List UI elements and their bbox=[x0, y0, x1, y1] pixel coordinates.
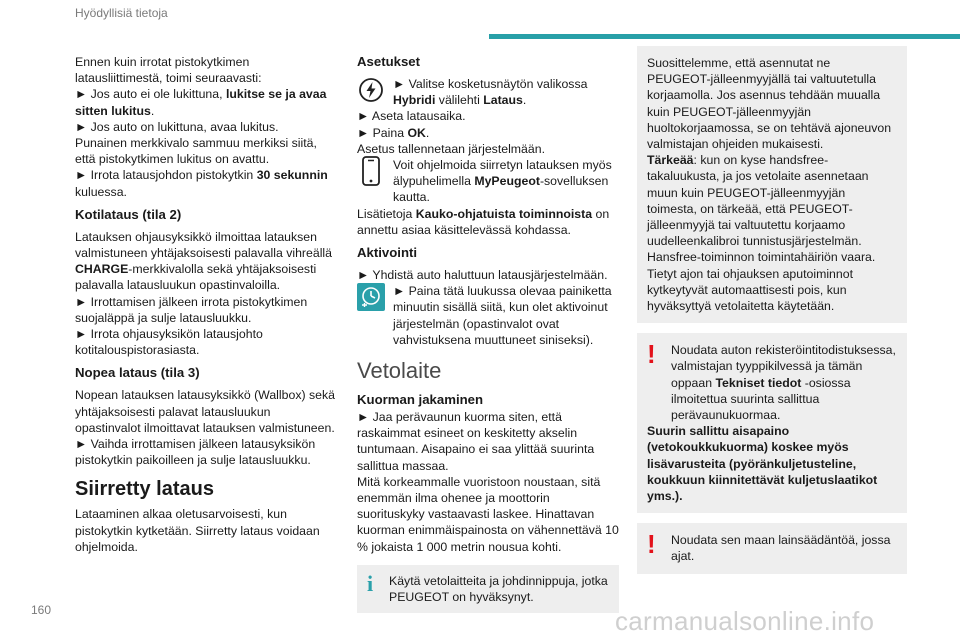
text: ► Jos auto ei ole lukittuna, bbox=[75, 87, 226, 102]
text: kuluessa. bbox=[75, 184, 127, 199]
page-header-title: Hyödyllisiä tietoja bbox=[75, 6, 168, 20]
text: on annettu asiaa käsittelevässä kohdassa. bbox=[357, 206, 610, 237]
paragraph: ► Vaihda irrottamisen jälkeen latausyksikön pistokytkin paikoilleen ja sulje latausluukku. bbox=[75, 437, 316, 468]
smartphone-icon bbox=[357, 157, 385, 185]
heading-aktivointi: Aktivointi bbox=[357, 245, 418, 261]
text: ► Valitse kosketusnäytön valikossa bbox=[393, 77, 588, 91]
paragraph bbox=[647, 152, 897, 265]
text: : kun on kyse handsfree-takaluukusta, ja jos vetolaite asennetaan muun kuin PEUGEOT-jälleenmyyjän toimesta, on tärkeää, että PEUGEOT-jälleenmyyjä tai valtuutettu korjaamo uudelleenkalibroi tunnistusjärjestelmän. Hansfree-toiminnon toimintahäiriön vaara. bbox=[647, 153, 876, 265]
warning-box bbox=[637, 523, 907, 573]
paragraph: ► Jos auto on lukittuna, avaa lukitus. bbox=[75, 119, 279, 134]
text: Voit ohjelmoida siirretyn latauksen myös älypuhelimella bbox=[393, 158, 612, 189]
column-1 bbox=[75, 54, 337, 555]
exclamation-icon: ! bbox=[647, 529, 656, 560]
heading-nopea-lataus: Nopea lataus (tila 3) bbox=[75, 365, 200, 381]
paragraph: ► Yhdistä auto haluttuun latausjärjestelmään. bbox=[357, 268, 608, 283]
paragraph bbox=[393, 157, 619, 206]
text: -osiossa ilmoitettua suurinta sallittua perävaunukuormaa. bbox=[671, 375, 851, 423]
heading-kotilataus: Kotilataus (tila 2) bbox=[75, 206, 182, 222]
text: Latauksen ohjausyksikkö ilmoittaa latauksen valmistuneen yhtäjaksoisesti palavalla vihreällä bbox=[75, 229, 333, 261]
text: . bbox=[522, 93, 527, 108]
warning-box bbox=[637, 333, 907, 513]
heading-vetolaite: Vetolaite bbox=[357, 358, 442, 384]
text: Noudata auton rekisteröintitodistuksessa, valmistajan tyyppikilvessä ja tämän oppaan bbox=[671, 343, 896, 390]
paragraph bbox=[75, 229, 337, 294]
paragraph: Asetus tallennetaan järjestelmään. bbox=[357, 141, 545, 156]
paragraph: Tietyt ajon tai ohjauksen aputoiminnot kytkeytyvät automaattisesti pois, kun hyväksyttyä vetolaitetta käytetään. bbox=[647, 266, 853, 314]
note-box bbox=[637, 46, 907, 323]
bold-text: Hybridi bbox=[393, 93, 436, 108]
info-note bbox=[357, 565, 619, 613]
bold-text: Tekniset tiedot bbox=[715, 375, 802, 390]
paragraph: ► Irrottamisen jälkeen irrota pistokytkimen suojaläppä ja sulje latausluukku. bbox=[75, 294, 308, 325]
warning-line bbox=[647, 529, 897, 564]
bold-text: 30 sekunnin bbox=[256, 168, 328, 183]
bold-text: OK bbox=[407, 125, 426, 140]
exclamation-icon: ! bbox=[647, 339, 656, 370]
text: ► Paina bbox=[357, 125, 408, 140]
column-3 bbox=[637, 46, 907, 574]
text: -merkkivalolla sekä yhtäjaksoisesti palavalla latausluukun opastinvaloilla. bbox=[75, 262, 317, 293]
text: . bbox=[425, 125, 430, 140]
paragraph: Ennen kuin irrotat pistokytkimen latausliittimestä, toimi seuraavasti: bbox=[75, 55, 262, 86]
paragraph bbox=[393, 76, 619, 108]
bold-text: Suurin sallittu aisapaino (vetokoukkukuorma) koskee myös lisävarusteita (pyöränkuljetusteline, koukkuun kiinnitettävät kuljetuslaatikot yms.). bbox=[647, 424, 878, 504]
icon-line bbox=[357, 76, 619, 108]
text: Lisätietoja bbox=[357, 206, 416, 221]
paragraph: Nopean latauksen latausyksikkö (Wallbox) sekä yhtäjaksoisesti palavat latausluukun opastinvalot ilmoittavat latauksen valmistuneen. bbox=[75, 388, 335, 435]
page-number: 160 bbox=[31, 603, 52, 617]
charge-button-icon bbox=[357, 283, 385, 311]
bold-text: CHARGE bbox=[75, 262, 129, 277]
paragraph: ► Jaa perävaunun kuorma siten, että raskaimmat esineet on keskitetty akselin tuntumaan. Aisapaino ei saa ylittää suurinta sallittua massaa. bbox=[357, 410, 595, 473]
bold-text: Tärkeää bbox=[647, 153, 694, 168]
paragraph: Mitä korkeammalle vuoristoon noustaan, sitä enemmän ilma ohenee ja moottorin suorituskyky vastaavasti laskee. Hinattavan kuorman enimmäispainosta on vähennettävä 10 % jokaista 1 000 metrin nousua kohti. bbox=[357, 474, 619, 554]
paragraph bbox=[357, 206, 619, 238]
text: -sovelluksen kautta. bbox=[393, 174, 609, 205]
paragraph bbox=[75, 167, 337, 199]
bold-text: lukitse se ja avaa sitten lukitus bbox=[75, 87, 327, 118]
icon-line bbox=[357, 157, 619, 206]
bold-text: Lataus bbox=[483, 93, 523, 108]
paragraph bbox=[671, 342, 897, 423]
paragraph: Noudata sen maan lainsäädäntöä, jossa ajat. bbox=[671, 533, 891, 564]
bold-text: Kauko-ohjatuista toiminnoista bbox=[415, 206, 593, 221]
paragraph: ► Aseta latausaika. bbox=[357, 109, 466, 124]
paragraph bbox=[357, 125, 619, 141]
heading-siirretty-lataus: Siirretty lataus bbox=[75, 478, 214, 501]
paragraph bbox=[647, 423, 897, 504]
text: . bbox=[150, 103, 155, 118]
paragraph bbox=[75, 86, 337, 118]
header-accent-bar bbox=[489, 34, 960, 39]
bold-text: MyPeugeot bbox=[474, 174, 540, 189]
lightning-circle-icon bbox=[357, 76, 385, 104]
paragraph: Lataaminen alkaa oletusarvoisesti, kun pistokytkin kytketään. Siirretty lataus voidaan ohjelmoida. bbox=[75, 507, 320, 554]
paragraph: ► Paina tätä luukussa olevaa painiketta minuutin sisällä siitä, kun olet aktivoinut järjestelmän (opastinvalot ovat vahvistuksena muuttuneet siniseksi). bbox=[393, 284, 612, 347]
paragraph: Punainen merkkivalo sammuu merkiksi siitä, että pistokytkimen lukitus on avattu. bbox=[75, 136, 317, 167]
info-text: Käytä vetolaitteita ja johdinnippuja, jotka PEUGEOT on hyväksynyt. bbox=[389, 573, 608, 605]
text: ► Irrota latausjohdon pistokytkin bbox=[75, 168, 257, 183]
paragraph: Suosittelemme, että asennutat ne PEUGEOT-jälleenmyyjällä tai valtuutetulla korjaamolla. Jos asennus tehdään muualla kuin PEUGEOT-jälleenmyyjän huoltokorjaamossa, se on tehtävä ajoneuvon valmistajan ohjeiden mukaisesti. bbox=[647, 56, 892, 152]
text: välilehti bbox=[435, 93, 484, 108]
heading-asetukset: Asetukset bbox=[357, 54, 421, 69]
heading-kuorman-jakaminen: Kuorman jakaminen bbox=[357, 392, 484, 408]
warning-line bbox=[647, 339, 897, 423]
icon-line bbox=[357, 283, 619, 348]
watermark: carmanualsonline.info bbox=[615, 606, 875, 636]
info-icon: i bbox=[367, 570, 374, 596]
column-2 bbox=[357, 54, 619, 613]
paragraph: ► Irrota ohjausyksikön latausjohto kotitalouspistorasiasta. bbox=[75, 327, 263, 358]
